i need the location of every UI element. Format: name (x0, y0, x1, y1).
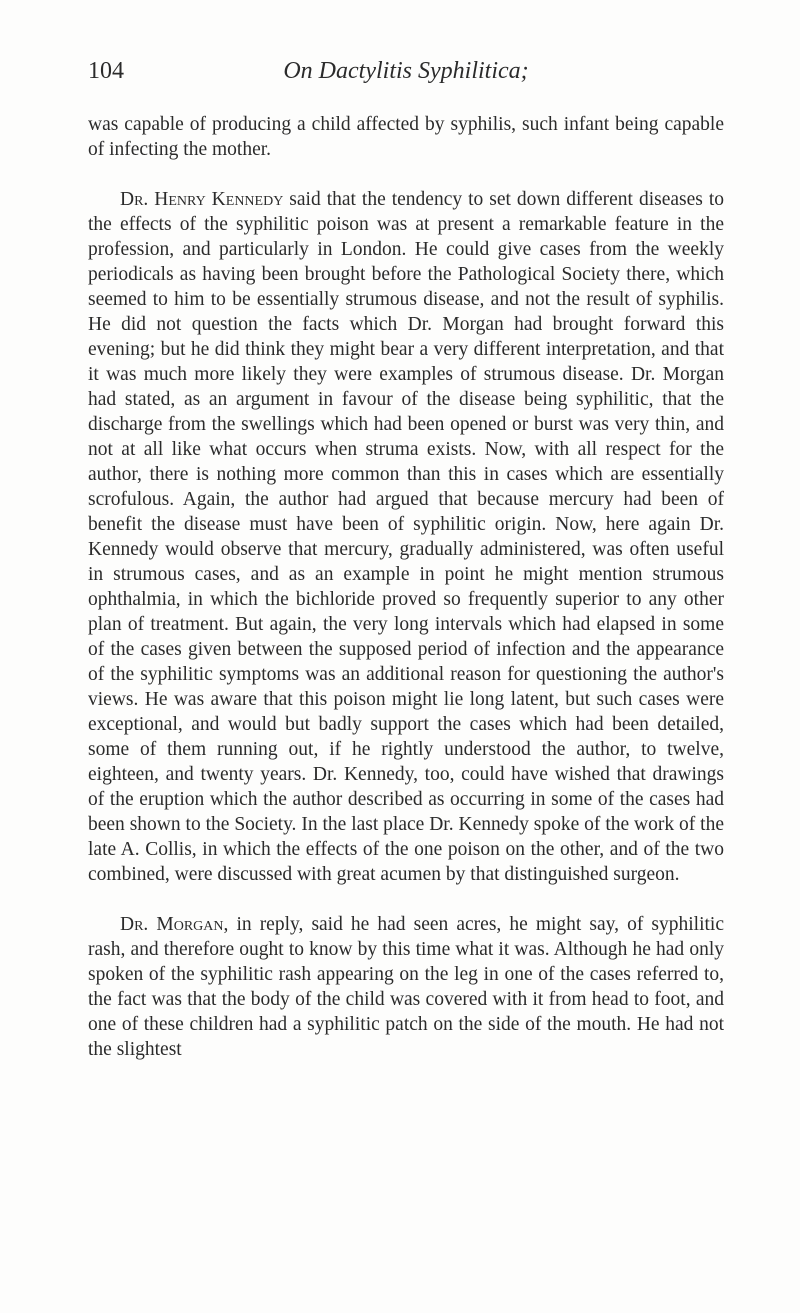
body-text (88, 112, 724, 1062)
paragraph-kennedy (88, 187, 724, 887)
paragraph-text: , in reply, said he had seen acres, he might say, of syphilitic rash, and therefore ought to know by this time what it was. Although he had only spoken of the syphilitic rash appearing on the leg in one of the cases referred to, the fact was that the body of the child was covered with it from head to foot, and one of these children had a syphilitic patch on the side of the mouth. He had not the slightest (88, 914, 724, 1060)
speaker-name: Dr. Henry Kennedy (120, 189, 284, 210)
paragraph-text: said that the tendency to set down different diseases to the effects of the syphilitic poison was at present a remarkable feature in the profession, and particularly in London. He could give cases from the weekly periodicals as having been brought before the Pathological Society there, which seemed to him to be essentially strumous disease, and not the result of syphilis. He did not question the facts which Dr. Morgan had brought forward this evening; but he did think they might bear a very different interpretation, and that it was much more likely they were examples of strumous disease. Dr. Morgan had stated, as an argument in favour of the disease being syphilitic, that the discharge from the swellings which had been opened or burst was very thin, and not at all like what occurs when struma exists. Now, with all respect for the author, there is nothing more common than this in cases which are essentially scrofulous. Again, the author had argued that because mercury had been of benefit the disease must have been of syphilitic origin. Now, here again Dr. Kennedy would observe that mercury, gradually administered, was often useful in strumous cases, and as an example in point he might mention strumous ophthalmia, in which the bichloride proved so frequently superior to any other plan of treatment. But again, the very long intervals which had elapsed in some of the cases given between the supposed period of infection and the appearance of the syphilitic symptoms was an additional reason for questioning the author's views. He was aware that this poison might lie long latent, but such cases were exceptional, and would but badly support the cases which had been detailed, some of them running out, if he rightly understood the author, to twelve, eighteen, and twenty years. Dr. Kennedy, too, could have wished that drawings of the eruption which the author described as occurring in some of the cases had been shown to the Society. In the last place Dr. Kennedy spoke of the work of the late A. Collis, in which the effects of the one poison on the other, and of the two combined, were discussed with great acumen by that distinguished surgeon. (88, 189, 725, 885)
paragraph-text: was capable of producing a child affected by syphilis, such infant being capable of infecting the mother. (88, 114, 724, 160)
page-number: 104 (88, 58, 124, 84)
paragraph-continuation (88, 112, 724, 162)
paragraph-morgan (88, 912, 724, 1062)
speaker-name: Dr. Morgan (120, 914, 224, 935)
running-title: On Dactylitis Syphilitica; (283, 58, 529, 84)
running-head (88, 58, 724, 98)
